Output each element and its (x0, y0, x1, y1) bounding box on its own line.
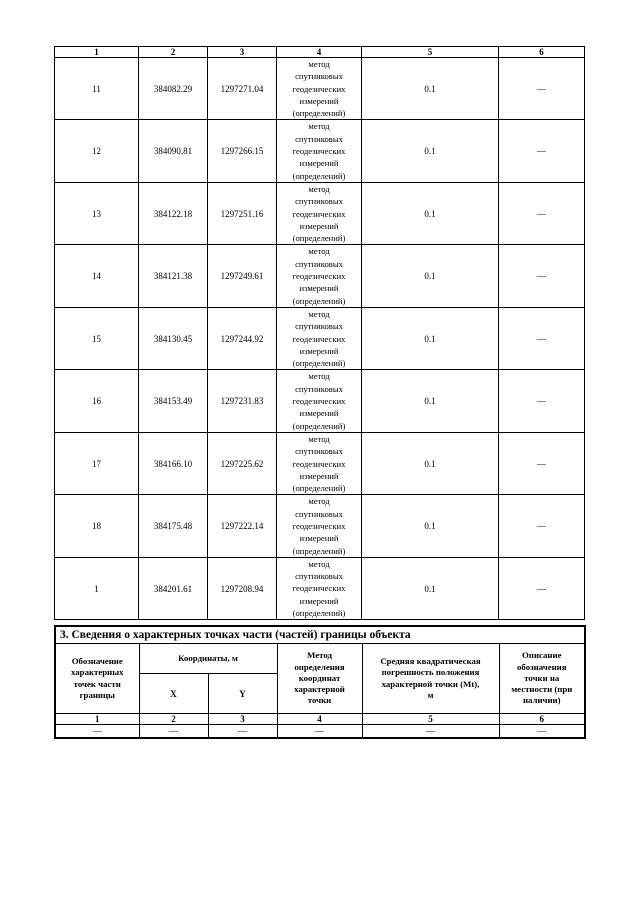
description: — (499, 307, 585, 369)
text-line: обозначения (517, 661, 567, 672)
point-number: 11 (55, 58, 139, 120)
accuracy: 0.1 (362, 557, 499, 619)
text-line: м (427, 689, 434, 700)
x-coordinate: 384122.18 (139, 182, 208, 244)
text-line: геодезических (292, 333, 346, 344)
text-line: спутниковых (295, 71, 343, 82)
accuracy: 0.1 (362, 370, 499, 432)
text-line: метод (308, 371, 330, 382)
header-accuracy (362, 644, 499, 714)
col-number: 5 (362, 47, 499, 58)
point-number: 18 (55, 495, 139, 557)
description: — (499, 182, 585, 244)
table-row (55, 557, 585, 619)
header-method (277, 644, 362, 714)
col-number: 2 (139, 47, 208, 58)
section-3-title: 3. Сведения о характерных точках части (частей) границы объекта (55, 626, 585, 644)
text-line: измерений (299, 595, 339, 606)
text-line: метод (308, 496, 330, 507)
empty-cell: — (499, 725, 585, 739)
text-line: метод (308, 558, 330, 569)
table-row (55, 58, 585, 120)
text-line: метод (308, 246, 330, 257)
text-line: (определений) (292, 483, 346, 494)
text-line: метод (308, 183, 330, 194)
text-line: местности (при (511, 684, 573, 695)
text-line: метод (308, 59, 330, 69)
point-number: 1 (55, 557, 139, 619)
col-number: 6 (499, 714, 585, 725)
table-row (55, 307, 585, 369)
column-number-row (55, 714, 585, 725)
point-number: 14 (55, 245, 139, 307)
text-line: спутниковых (295, 508, 343, 519)
text-line: геодезических (292, 83, 346, 94)
description: — (499, 370, 585, 432)
header-coordinates: Координаты, м (139, 644, 277, 674)
text-line: Описание (522, 650, 562, 661)
y-coordinate: 1297222.14 (208, 495, 277, 557)
text-line: метод (308, 433, 330, 444)
text-line: спутниковых (295, 321, 343, 332)
method (277, 432, 362, 494)
y-coordinate: 1297244.92 (208, 307, 277, 369)
y-coordinate: 1297208.94 (208, 557, 277, 619)
text-line: (определений) (292, 608, 346, 619)
description: — (499, 245, 585, 307)
text-line: геодезических (292, 208, 346, 219)
empty-cell: — (277, 725, 362, 739)
text-line: измерений (299, 533, 339, 544)
text-line: геодезических (292, 271, 346, 282)
text-line: спутниковых (295, 446, 343, 457)
point-number: 13 (55, 182, 139, 244)
text-line: измерений (299, 220, 339, 231)
x-coordinate: 384175.48 (139, 495, 208, 557)
col-number: 4 (277, 47, 362, 58)
text-line: границы (79, 689, 115, 700)
table-row (55, 495, 585, 557)
col-number: 4 (277, 714, 362, 725)
text-line: спутниковых (295, 196, 343, 207)
y-coordinate: 1297271.04 (208, 58, 277, 120)
section-3-table (54, 625, 586, 739)
empty-cell: — (139, 725, 208, 739)
text-line: (определений) (292, 108, 346, 119)
method (277, 245, 362, 307)
description: — (499, 58, 585, 120)
y-coordinate: 1297251.16 (208, 182, 277, 244)
col-number: 3 (208, 47, 277, 58)
x-coordinate: 384201.61 (139, 557, 208, 619)
text-line: геодезических (292, 520, 346, 531)
x-coordinate: 384090.81 (139, 120, 208, 182)
method (277, 307, 362, 369)
text-line: (определений) (292, 295, 346, 306)
accuracy: 0.1 (362, 245, 499, 307)
point-number: 16 (55, 370, 139, 432)
accuracy: 0.1 (362, 182, 499, 244)
col-number: 1 (55, 47, 139, 58)
text-line: измерений (299, 158, 339, 169)
column-number-row (55, 47, 585, 58)
text-line: Обозначение (71, 655, 123, 666)
text-line: точек части (73, 678, 121, 689)
text-line: спутниковых (295, 133, 343, 144)
y-coordinate: 1297225.62 (208, 432, 277, 494)
text-line: наличии) (522, 695, 561, 706)
table-row (55, 370, 585, 432)
text-line: (определений) (292, 170, 346, 181)
empty-cell: — (208, 725, 277, 739)
col-number: 2 (139, 714, 208, 725)
x-coordinate: 384153.49 (139, 370, 208, 432)
text-line: (определений) (292, 233, 346, 244)
text-line: (определений) (292, 545, 346, 556)
table-row (55, 432, 585, 494)
empty-cell: — (55, 725, 139, 739)
header-y: Y (208, 674, 277, 714)
method (277, 557, 362, 619)
header-x: X (139, 674, 208, 714)
text-line: геодезических (292, 583, 346, 594)
points-table (54, 46, 585, 620)
text-line: спутниковых (295, 258, 343, 269)
text-line: Средняя квадратическая (380, 655, 481, 666)
point-number: 17 (55, 432, 139, 494)
description: — (499, 495, 585, 557)
empty-row (55, 725, 585, 739)
text-line: точки на (524, 672, 560, 683)
accuracy: 0.1 (362, 58, 499, 120)
header-description (499, 644, 585, 714)
table-row (55, 182, 585, 244)
text-line: спутниковых (295, 383, 343, 394)
description: — (499, 557, 585, 619)
text-line: точки (307, 695, 332, 706)
point-number: 12 (55, 120, 139, 182)
text-line: метод (308, 121, 330, 132)
y-coordinate: 1297266.15 (208, 120, 277, 182)
text-line: Метод (307, 650, 332, 661)
text-line: погрешность положения (381, 667, 480, 678)
text-line: спутниковых (295, 571, 343, 582)
x-coordinate: 384082.29 (139, 58, 208, 120)
text-line: геодезических (292, 396, 346, 407)
x-coordinate: 384121.38 (139, 245, 208, 307)
point-number: 15 (55, 307, 139, 369)
method (277, 182, 362, 244)
text-line: (определений) (292, 358, 346, 369)
accuracy: 0.1 (362, 495, 499, 557)
y-coordinate: 1297231.83 (208, 370, 277, 432)
table-row (55, 245, 585, 307)
text-line: измерений (299, 95, 339, 106)
text-line: геодезических (292, 458, 346, 469)
text-line: характерных (71, 667, 124, 678)
accuracy: 0.1 (362, 432, 499, 494)
method (277, 495, 362, 557)
header-point (55, 644, 139, 714)
method (277, 58, 362, 120)
text-line: измерений (299, 283, 339, 294)
description: — (499, 120, 585, 182)
accuracy: 0.1 (362, 307, 499, 369)
text-line: координат (298, 672, 341, 683)
col-number: 6 (499, 47, 585, 58)
text-line: характерной точки (Mt), (381, 678, 480, 689)
text-line: (определений) (292, 420, 346, 431)
method (277, 120, 362, 182)
accuracy: 0.1 (362, 120, 499, 182)
y-coordinate: 1297249.61 (208, 245, 277, 307)
col-number: 3 (208, 714, 277, 725)
method (277, 370, 362, 432)
text-line: геодезических (292, 146, 346, 157)
text-line: измерений (299, 470, 339, 481)
text-line: характерной (294, 684, 345, 695)
col-number: 5 (362, 714, 499, 725)
text-line: определения (294, 661, 345, 672)
x-coordinate: 384130.45 (139, 307, 208, 369)
col-number: 1 (55, 714, 139, 725)
text-line: метод (308, 308, 330, 319)
table-row (55, 120, 585, 182)
empty-cell: — (362, 725, 499, 739)
text-line: измерений (299, 408, 339, 419)
description: — (499, 432, 585, 494)
x-coordinate: 384166.10 (139, 432, 208, 494)
text-line: измерений (299, 345, 339, 356)
